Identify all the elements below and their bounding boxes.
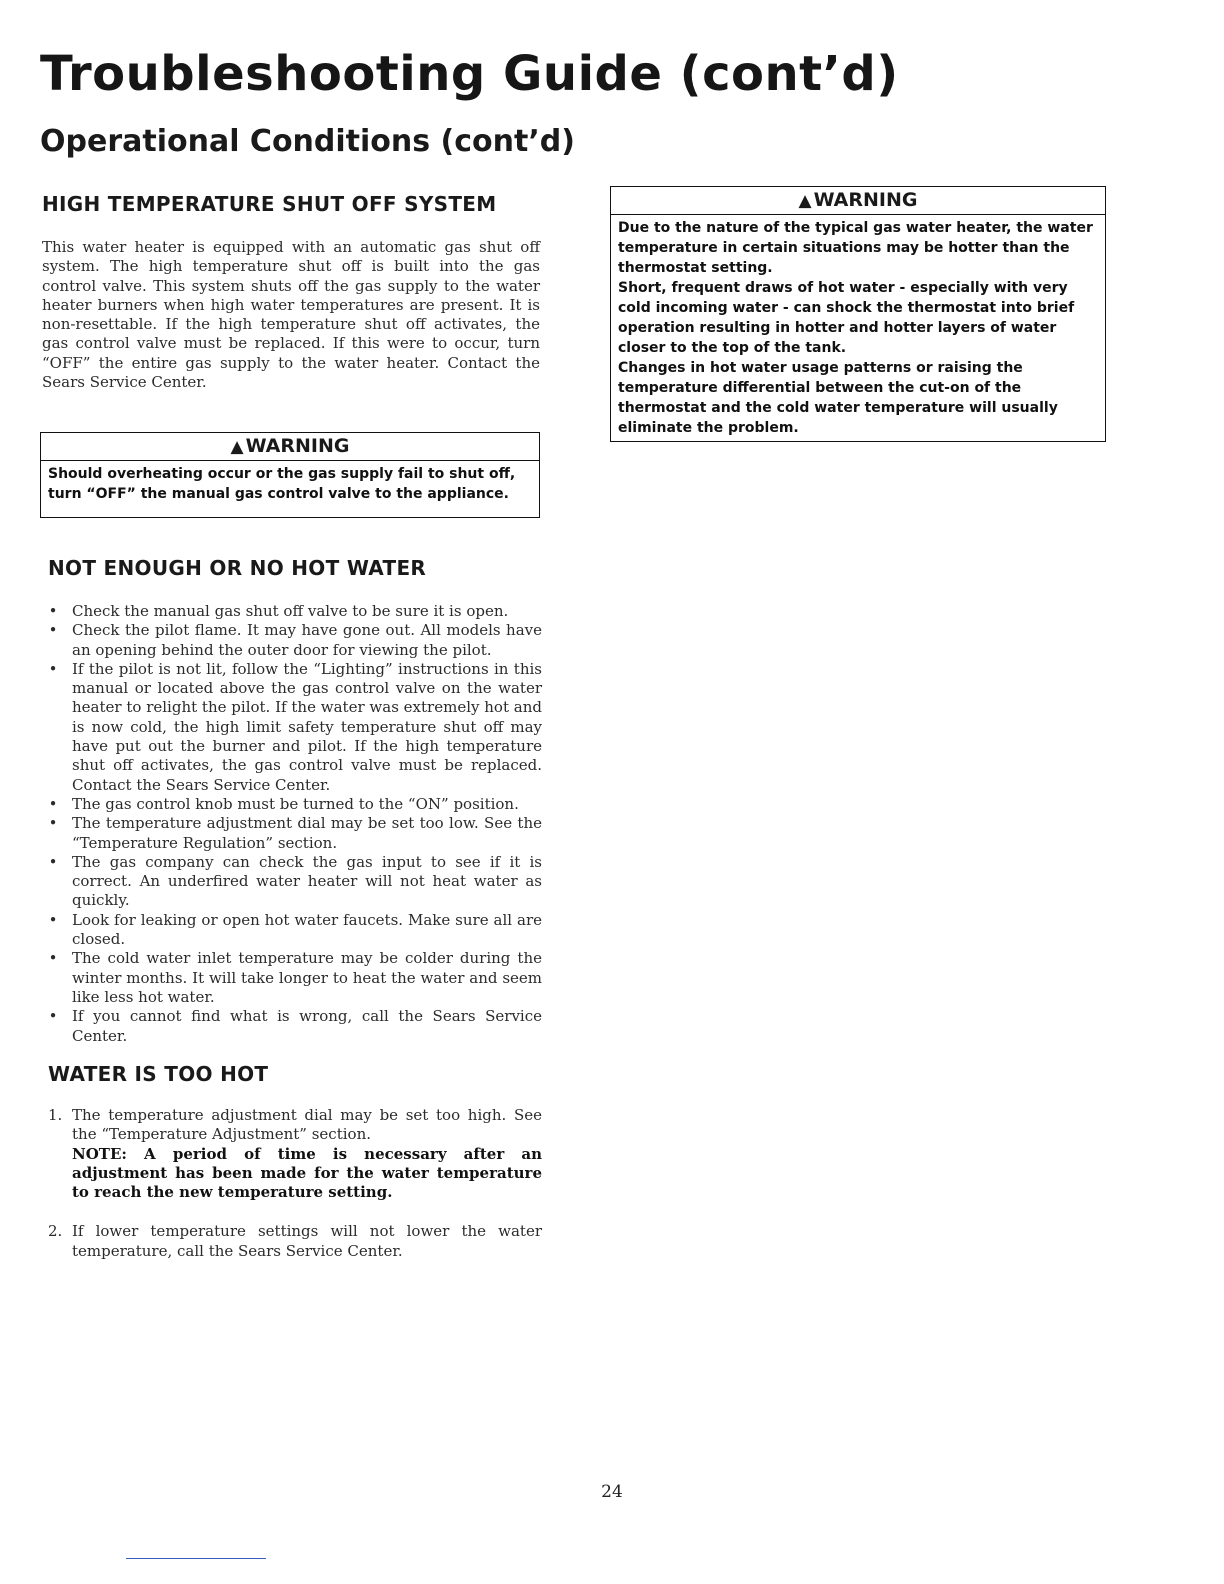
list-item-text: The cold water inlet temperature may be colder during the winter months. It will take longer to heat the water and seem like less hot water.: [72, 949, 542, 1006]
too-hot-list: [46, 1106, 542, 1261]
list-item-text: If you cannot find what is wrong, call the Sears Service Center.: [72, 1007, 542, 1045]
too-hot-heading: WATER IS TOO HOT: [48, 1062, 269, 1086]
list-number: 2.: [48, 1222, 63, 1241]
warning-paragraph: Due to the nature of the typical gas water heater, the water temperature in certain situations may be hotter than the thermostat setting.: [618, 220, 1093, 276]
list-item-text: Look for leaking or open hot water faucets. Make sure all are closed.: [72, 910, 542, 949]
list-item-text: The gas control knob must be turned to the “ON” position.: [72, 794, 519, 813]
warning-label: WARNING: [245, 435, 350, 457]
bullet-icon: •: [48, 794, 58, 813]
bullet-icon: •: [48, 602, 58, 620]
bullet-icon: •: [48, 1007, 58, 1026]
high-temp-heading: HIGH TEMPERATURE SHUT OFF SYSTEM: [42, 192, 497, 216]
list-number: 1.: [48, 1106, 63, 1124]
bullet-icon: •: [48, 852, 58, 871]
list-item: [46, 795, 542, 814]
bullet-icon: •: [48, 621, 58, 640]
warning-header: [611, 187, 1105, 215]
not-enough-heading: NOT ENOUGH OR NO HOT WATER: [48, 556, 427, 580]
list-item: [46, 1106, 542, 1202]
list-item-text: The gas company can check the gas input to see if it is correct. An underfired water heater will not heat water as quickly.: [72, 852, 542, 910]
page-subtitle: Operational Conditions (cont’d): [40, 124, 575, 159]
page-title: Troubleshooting Guide (cont’d): [40, 46, 899, 102]
warning-header: [41, 433, 539, 461]
warning-text: Should overheating occur or the gas supply fail to shut off, turn “OFF” the manual gas control valve to the appliance.: [48, 466, 516, 502]
bullet-icon: •: [48, 814, 58, 833]
list-item: [46, 602, 542, 621]
list-item: [46, 621, 542, 660]
page-number: 24: [601, 1482, 623, 1502]
warning-triangle-icon: ▲: [798, 191, 812, 211]
warning-body: [611, 215, 1105, 441]
high-temp-paragraph: This water heater is equipped with an automatic gas shut off system. The high temperature shut off is built into the gas control valve. This system shuts off the gas supply to the water heater burners when high water temperatures are present. It is non-resettable. If the high temperature shut off activates, the gas control valve must be replaced. If this were to occur, turn “OFF” the entire gas supply to the water heater. Contact the Sears Service Center.: [42, 238, 540, 392]
list-item: [46, 853, 542, 911]
bullet-icon: •: [48, 949, 58, 968]
warning-paragraph: Short, frequent draws of hot water - especially with very cold incoming water - can shock the thermostat into brief operation resulting in hotter and hotter layers of water closer to the top of the tank.: [618, 280, 1075, 356]
footer-rule: [126, 1558, 266, 1559]
list-item-text: If lower temperature settings will not lower the water temperature, call the Sears Service Center.: [72, 1222, 542, 1260]
list-item-text: Check the manual gas shut off valve to be sure it is open.: [72, 602, 509, 620]
list-item: [46, 814, 542, 853]
list-item: [46, 911, 542, 950]
list-item-text: The temperature adjustment dial may be set too low. See the “Temperature Regulation” section.: [72, 814, 542, 852]
not-enough-list: [46, 602, 542, 1046]
list-item: [46, 1222, 542, 1261]
bullet-icon: •: [48, 910, 58, 929]
warning-paragraph: Changes in hot water usage patterns or raising the temperature differential between the cut-on of the thermostat and the cold water temperature will usually eliminate the problem.: [618, 360, 1058, 436]
bullet-icon: •: [48, 659, 58, 678]
warning-label: WARNING: [813, 189, 918, 211]
list-item: [46, 1007, 542, 1046]
note-text: NOTE: A period of time is necessary after an adjustment has been made for the water temperature to reach the new temperature setting.: [72, 1144, 542, 1202]
list-item: [46, 949, 542, 1007]
list-item-text: If the pilot is not lit, follow the “Lighting” instructions in this manual or located above the gas control valve on the water heater to relight the pilot. If the water was extremely hot and is now cold, the high limit safety temperature shut off may have put out the burner and pilot. If the high temperature shut off activates, the gas control valve must be replaced. Contact the Sears Service Center.: [72, 659, 542, 794]
warning-box-temperature: [610, 186, 1106, 442]
list-item-text: The temperature adjustment dial may be set too high. See the “Temperature Adjustment” section.: [72, 1106, 542, 1144]
list-item: [46, 660, 542, 795]
list-item-text: Check the pilot flame. It may have gone out. All models have an opening behind the outer door for viewing the pilot.: [72, 621, 542, 659]
warning-box-overheating: [40, 432, 540, 518]
warning-triangle-icon: ▲: [230, 437, 244, 457]
